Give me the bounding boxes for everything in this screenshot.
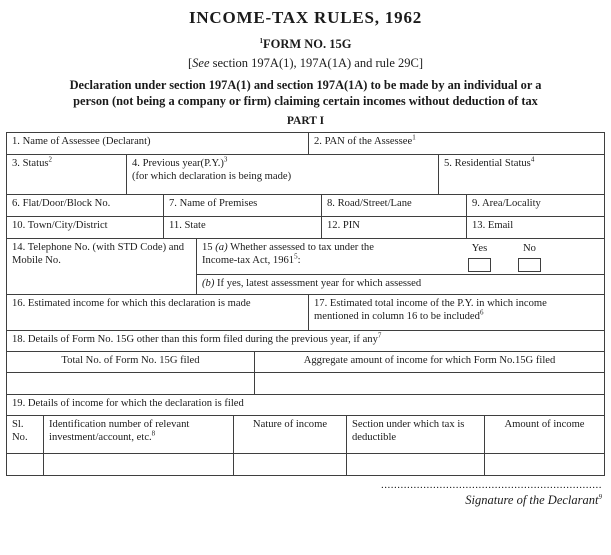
row-status-py: [7, 154, 604, 194]
signature-footnote: 9: [598, 492, 602, 501]
row-details-income: [7, 394, 604, 415]
field-details-form-15g: 18. Details of Form No. 15G other than this form filed during the previous year, if any$^7$: [12, 331, 382, 345]
field-status: 3. Status$^2$: [12, 155, 52, 169]
field-15a: [197, 239, 604, 274]
field-telephone: 14. Telephone No. (with STD Code) and Mobile No.: [12, 241, 185, 266]
signature-block: [6, 480, 605, 508]
field-estimated-income: 16. Estimated income for which this declaration is made: [12, 297, 251, 309]
form-table: [6, 132, 605, 476]
total-forms-input-cell[interactable]: [7, 373, 254, 394]
field-email: 13. Email: [466, 217, 604, 238]
details-15g-footnote: 7: [377, 331, 382, 340]
field-pin: 12. PIN: [321, 217, 466, 238]
field-15-assessed: [196, 239, 604, 294]
row-telephone-assessed: [7, 238, 604, 294]
field-road-street-lane: 8. Road/Street/Lane: [321, 195, 466, 216]
status-footnote: 2: [48, 155, 52, 164]
row-details-15g: [7, 330, 604, 351]
field-15b: (b) If yes, latest assessment year for which assessed: [197, 274, 604, 294]
form-number-text: FORM NO. 15G: [262, 37, 352, 51]
field-name-of-assessee: 1. Name of Assessee (Declarant): [12, 135, 151, 147]
yes-no-group: [468, 241, 541, 272]
signature-dotted-line: ....................................................................: [381, 478, 602, 491]
form-number-heading: [6, 37, 605, 52]
field-estimated-total-income: 17. Estimated total income of the P.Y. in which income mentioned in column 16 to be included$^6$: [308, 295, 604, 330]
residential-status-footnote: 4: [530, 155, 535, 164]
field-details-income: 19. Details of income for which the declaration is filed: [12, 397, 244, 409]
section-reference: [See section 197A(1), 197A(1A) and rule 29C]: [187, 56, 424, 70]
row-address-1: [7, 194, 604, 216]
field-15a-text: 15 (a) Whether assessed to tax under the Income-tax Act, 1961$^5$:: [202, 241, 374, 266]
no-option: [518, 242, 541, 272]
field-state: 11. State: [163, 217, 321, 238]
col-header-sl-no: Sl. No.: [12, 418, 28, 443]
aggregate-income-input-cell[interactable]: [254, 373, 604, 394]
field-previous-year: 4. Previous $year(P.Y.)^3$ (for which declaration is being made): [126, 155, 438, 194]
nature-input-cell[interactable]: [233, 454, 346, 475]
pan-footnote: 1: [412, 133, 416, 142]
identification-footnote: 8: [151, 429, 156, 438]
estimated-total-footnote: 6: [479, 308, 484, 317]
identification-input-cell[interactable]: [43, 454, 233, 475]
form-number-footnote: 1: [259, 36, 263, 45]
field-pan: 2. PAN of the Assessee$^1$: [308, 133, 604, 154]
row-15g-headers: [7, 351, 604, 372]
no-label: No: [523, 242, 536, 254]
part-heading: PART I: [286, 114, 325, 127]
see-italic: See: [192, 56, 210, 70]
field-area-locality: 9. Area/Locality: [466, 195, 604, 216]
col-header-identification: Identification number of relevant investment/account, etc.$^8$: [43, 416, 233, 453]
act-footnote: 5: [294, 252, 298, 261]
signature-label: Signature of the Declarant$^9$: [465, 492, 602, 507]
previous-year-footnote: 3: [223, 155, 228, 164]
section-input-cell[interactable]: [346, 454, 484, 475]
col-header-section: Section under which tax is deductible: [346, 416, 484, 453]
row-income-table-headers: [7, 415, 604, 453]
header-total-forms: Total No. of Form No. 15G filed: [61, 354, 200, 366]
col-header-nature: Nature of income: [233, 416, 346, 453]
field-town-city-district: 10. Town/City/District: [12, 219, 108, 231]
yes-option: [468, 242, 491, 272]
row-address-2: [7, 216, 604, 238]
row-15g-inputs: [7, 372, 604, 394]
col-header-amount: Amount of income: [484, 416, 604, 453]
declaration-heading: Declaration under section 197A(1) and section 197A(1A) to be made by an individual or a person (not being a company or firm) claiming certain incomes without deduction of tax: [69, 78, 542, 108]
sl-no-input-cell[interactable]: [7, 454, 43, 475]
field-residential-status: 5. Residential Status$^4$: [438, 155, 604, 194]
label-15b: (b): [202, 277, 215, 289]
amount-input-cell[interactable]: [484, 454, 604, 475]
row-estimated-income: [7, 294, 604, 330]
header-aggregate-income: Aggregate amount of income for which Form No.15G filed: [254, 352, 604, 372]
field-name-of-premises: 7. Name of Premises: [163, 195, 321, 216]
page-title: INCOME-TAX RULES, 1962: [188, 8, 423, 27]
row-name-pan: [7, 133, 604, 154]
previous-year-note: (for which declaration is being made): [132, 170, 292, 182]
row-income-table-inputs: [7, 453, 604, 475]
no-checkbox[interactable]: [518, 258, 541, 272]
label-15a: (a): [215, 241, 228, 253]
field-flat-door-block: 6. Flat/Door/Block No.: [12, 197, 111, 209]
yes-checkbox[interactable]: [468, 258, 491, 272]
yes-label: Yes: [471, 242, 488, 254]
